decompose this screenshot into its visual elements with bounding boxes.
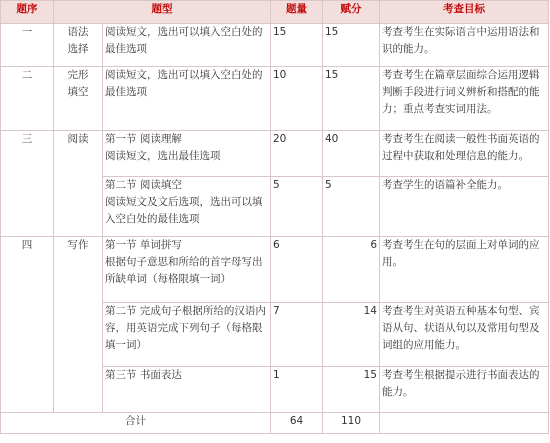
row-type: 第二节 阅读填空 阅读短文及文后选项，选出可以填 入空白处的最佳选项 [103, 177, 271, 237]
row-goal: 考查考生在阅读一般性书面英语的 过程中获取和处理信息的能力。 [380, 131, 549, 177]
row-goal: 考查考生根据提示进行书面表达的 能力。 [380, 367, 549, 413]
row-type: 第三节 书面表达 [103, 367, 271, 413]
row-type: 阅读短文，选出可以填入空白处的 最佳选项 [103, 67, 271, 131]
total-score: 110 [323, 413, 380, 434]
row-count: 1 [271, 367, 323, 413]
row-score: 40 [323, 131, 380, 177]
row-count: 6 [271, 237, 323, 303]
row-score: 6 [323, 237, 380, 303]
total-goal-empty [380, 413, 549, 434]
row-count: 15 [271, 24, 323, 67]
row-seq: 三 [1, 131, 54, 237]
row-count: 20 [271, 131, 323, 177]
row-goal: 考查学生的语篇补全能力。 [380, 177, 549, 237]
row-score: 15 [323, 24, 380, 67]
header-seq: 题序 [1, 1, 54, 24]
row-score: 14 [323, 303, 380, 367]
row-type: 第一节 阅读理解 阅读短文，选出最佳选项 [103, 131, 271, 177]
row-type: 第一节 单词拼写 根据句子意思和所给的首字母写出 所缺单词（每格限填一词） [103, 237, 271, 303]
table-row [1, 237, 549, 303]
row-category: 语法 选择 [54, 24, 103, 67]
table-row [1, 24, 549, 67]
row-category: 完形 填空 [54, 67, 103, 131]
total-label: 合计 [1, 413, 271, 434]
row-category: 写作 [54, 237, 103, 413]
header-goal: 考查目标 [380, 1, 549, 24]
row-seq: 一 [1, 24, 54, 67]
row-score: 5 [323, 177, 380, 237]
header-score: 赋分 [323, 1, 380, 24]
row-score: 15 [323, 367, 380, 413]
row-goal: 考查考生在实际语言中运用语法和 识的能力。 [380, 24, 549, 67]
row-count: 10 [271, 67, 323, 131]
row-seq: 四 [1, 237, 54, 413]
total-count: 64 [271, 413, 323, 434]
table-row [1, 67, 549, 131]
header-count: 题量 [271, 1, 323, 24]
row-goal: 考查考生对英语五种基本句型、宾 语从句、状语从句以及常用句型及 词组的应用能力。 [380, 303, 549, 367]
row-type: 阅读短文，选出可以填入空白处的 最佳选项 [103, 24, 271, 67]
row-goal: 考查考生在篇章层面综合运用逻辑 判断手段进行词义辨析和搭配的能 力；重点考查实词用法。 [380, 67, 549, 131]
row-count: 7 [271, 303, 323, 367]
row-count: 5 [271, 177, 323, 237]
row-seq: 二 [1, 67, 54, 131]
row-type: 第二节 完成句子根据所给的汉语内 容，用英语完成下列句子（每格限 填一词） [103, 303, 271, 367]
row-category: 阅读 [54, 131, 103, 237]
table-row [1, 131, 549, 177]
header-row [1, 1, 549, 24]
header-type: 题型 [54, 1, 271, 24]
row-score: 15 [323, 67, 380, 131]
total-row [1, 413, 549, 434]
row-goal: 考查考生在句的层面上对单词的应 用。 [380, 237, 549, 303]
